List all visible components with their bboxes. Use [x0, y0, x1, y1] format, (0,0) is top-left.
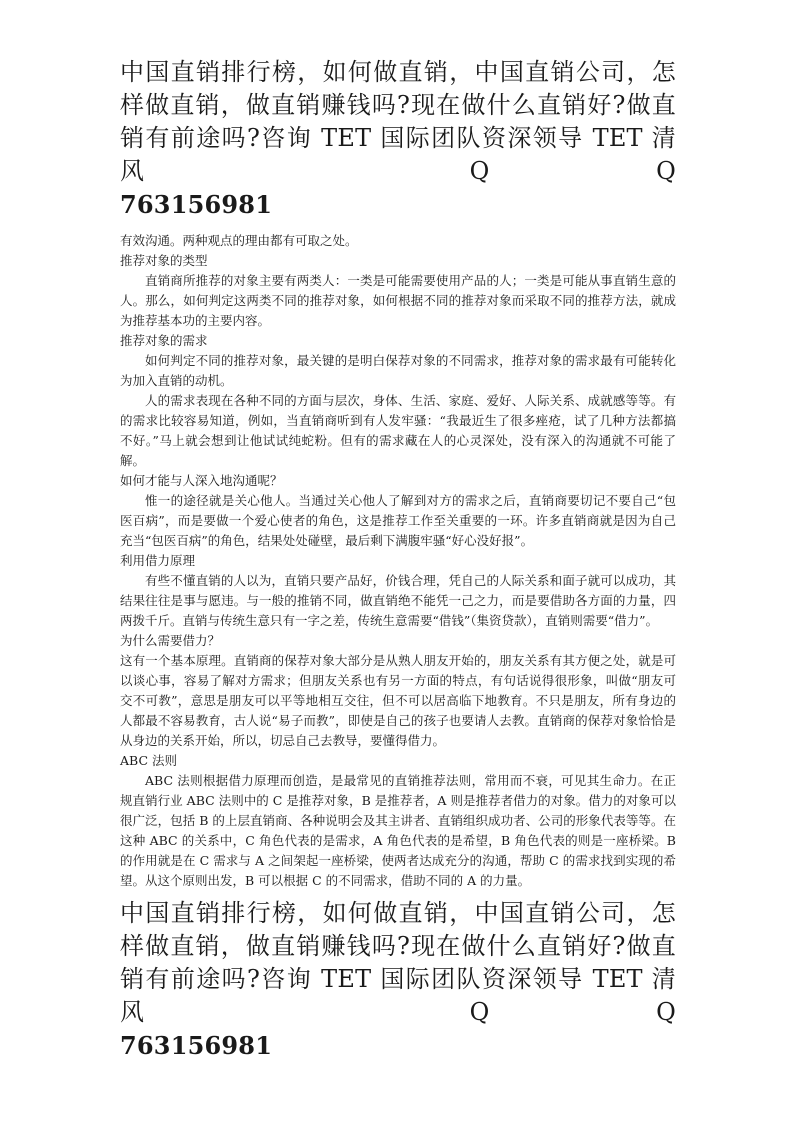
- article-body: [120, 231, 676, 891]
- section-heading: ABC 法则: [120, 753, 177, 768]
- document-page: [120, 56, 676, 1062]
- page-banner-top: [120, 56, 676, 221]
- banner-qq-number: 763156981: [120, 190, 273, 219]
- page-banner-bottom: [120, 897, 676, 1062]
- paragraph: 惟一的途径就是关心他人。当通过关心他人了解到对方的需求之后，直销商要切记不要自己“包医百病”，而是要做一个爱心使者的角色，这是推荐工作至关重要的一环。许多直销商就是因为自己充当“包医百病”的角色，结果处处碰壁，最后剩下满腹牢骚“好心没好报”。: [120, 493, 676, 548]
- paragraph: 有效沟通。两种观点的理由都有可取之处。: [120, 233, 358, 248]
- paragraph: 直销商所推荐的对象主要有两类人：一类是可能需要使用产品的人；一类是可能从事直销生意的人。那么，如何判定这两类不同的推荐对象，如何根据不同的推荐对象而采取不同的推荐方法，就成为推荐基本功的主要内容。: [120, 273, 676, 328]
- section-heading: 如何才能与人深入地沟通呢？: [120, 473, 283, 488]
- section-heading: 为什么需要借力？: [120, 633, 221, 648]
- section-heading: 利用借力原理: [120, 553, 196, 568]
- banner-text: 中国直销排行榜，如何做直销，中国直销公司，怎样做直销，做直销赚钱吗?现在做什么直销好?做直销有前途吗?咨询 TET 国际团队资深领导 TET 清风 Q Q: [120, 899, 676, 1026]
- section-heading: 推荐对象的类型: [120, 253, 208, 268]
- paragraph: 人的需求表现在各种不同的方面与层次，身体、生活、家庭、爱好、人际关系、成就感等等。有的需求比较容易知道，例如，当直销商听到有人发牢骚：“我最近生了很多痤疮，试了几种方法都搞不好。”马上就会想到让他试试纯蛇粉。但有的需求藏在人的心灵深处，没有深入的沟通就不可能了解。: [120, 393, 676, 468]
- paragraph: 有些不懂直销的人以为，直销只要产品好，价钱合理，凭自己的人际关系和面子就可以成功，其结果往往是事与愿违。与一般的推销不同，做直销绝不能凭一己之力，而是要借助各方面的力量，四两拨千斤。直销与传统生意只有一字之差，传统生意需要“借钱”（集资贷款），直销则需要“借力”。: [120, 573, 676, 628]
- paragraph: 这有一个基本原理。直销商的保荐对象大部分是从熟人朋友开始的，朋友关系有其方便之处，就是可以谈心事，容易了解对方需求；但朋友关系也有另一方面的特点，有句话说得很形象，叫做“朋友可交不可教”，意思是朋友可以平等地相互交往，但不可以居高临下地教育。不只是朋友，所有身边的人都最不容易教育，古人说“易子而教”，即使是自己的孩子也要请人去教。直销商的保荐对象恰恰是从身边的关系开始，所以，切忌自己去教导，要懂得借力。: [120, 653, 676, 748]
- section-heading: 推荐对象的需求: [120, 333, 208, 348]
- banner-text: 中国直销排行榜，如何做直销，中国直销公司，怎样做直销，做直销赚钱吗?现在做什么直销好?做直销有前途吗?咨询 TET 国际团队资深领导 TET 清风 Q Q: [120, 58, 676, 185]
- banner-qq-number: 763156981: [120, 1031, 273, 1060]
- paragraph: ABC 法则根据借力原理而创造，是最常见的直销推荐法则，常用而不衰，可见其生命力。在正规直销行业 ABC 法则中的 C 是推荐对象，B 是推荐者，A 则是推荐者借力的对象。借力的对象可以很广泛，包括 B 的上层直销商、各种说明会及其主讲者、直销组织成功者、公司的形象代表等等。在这种 ABC 的关系中，C 角色代表的是需求，A 角色代表的是希望，B 角色代表的则是一座桥梁。B 的作用就是在 C 需求与 A 之间架起一座桥梁，使两者达成充分的沟通，帮助 C 的需求找到实现的希望。从这个原则出发，B 可以根据 C 的不同需求，借助不同的 A 的力量。: [120, 773, 676, 888]
- paragraph: 如何判定不同的推荐对象，最关键的是明白保荐对象的不同需求，推荐对象的需求最有可能转化为加入直销的动机。: [120, 353, 676, 388]
